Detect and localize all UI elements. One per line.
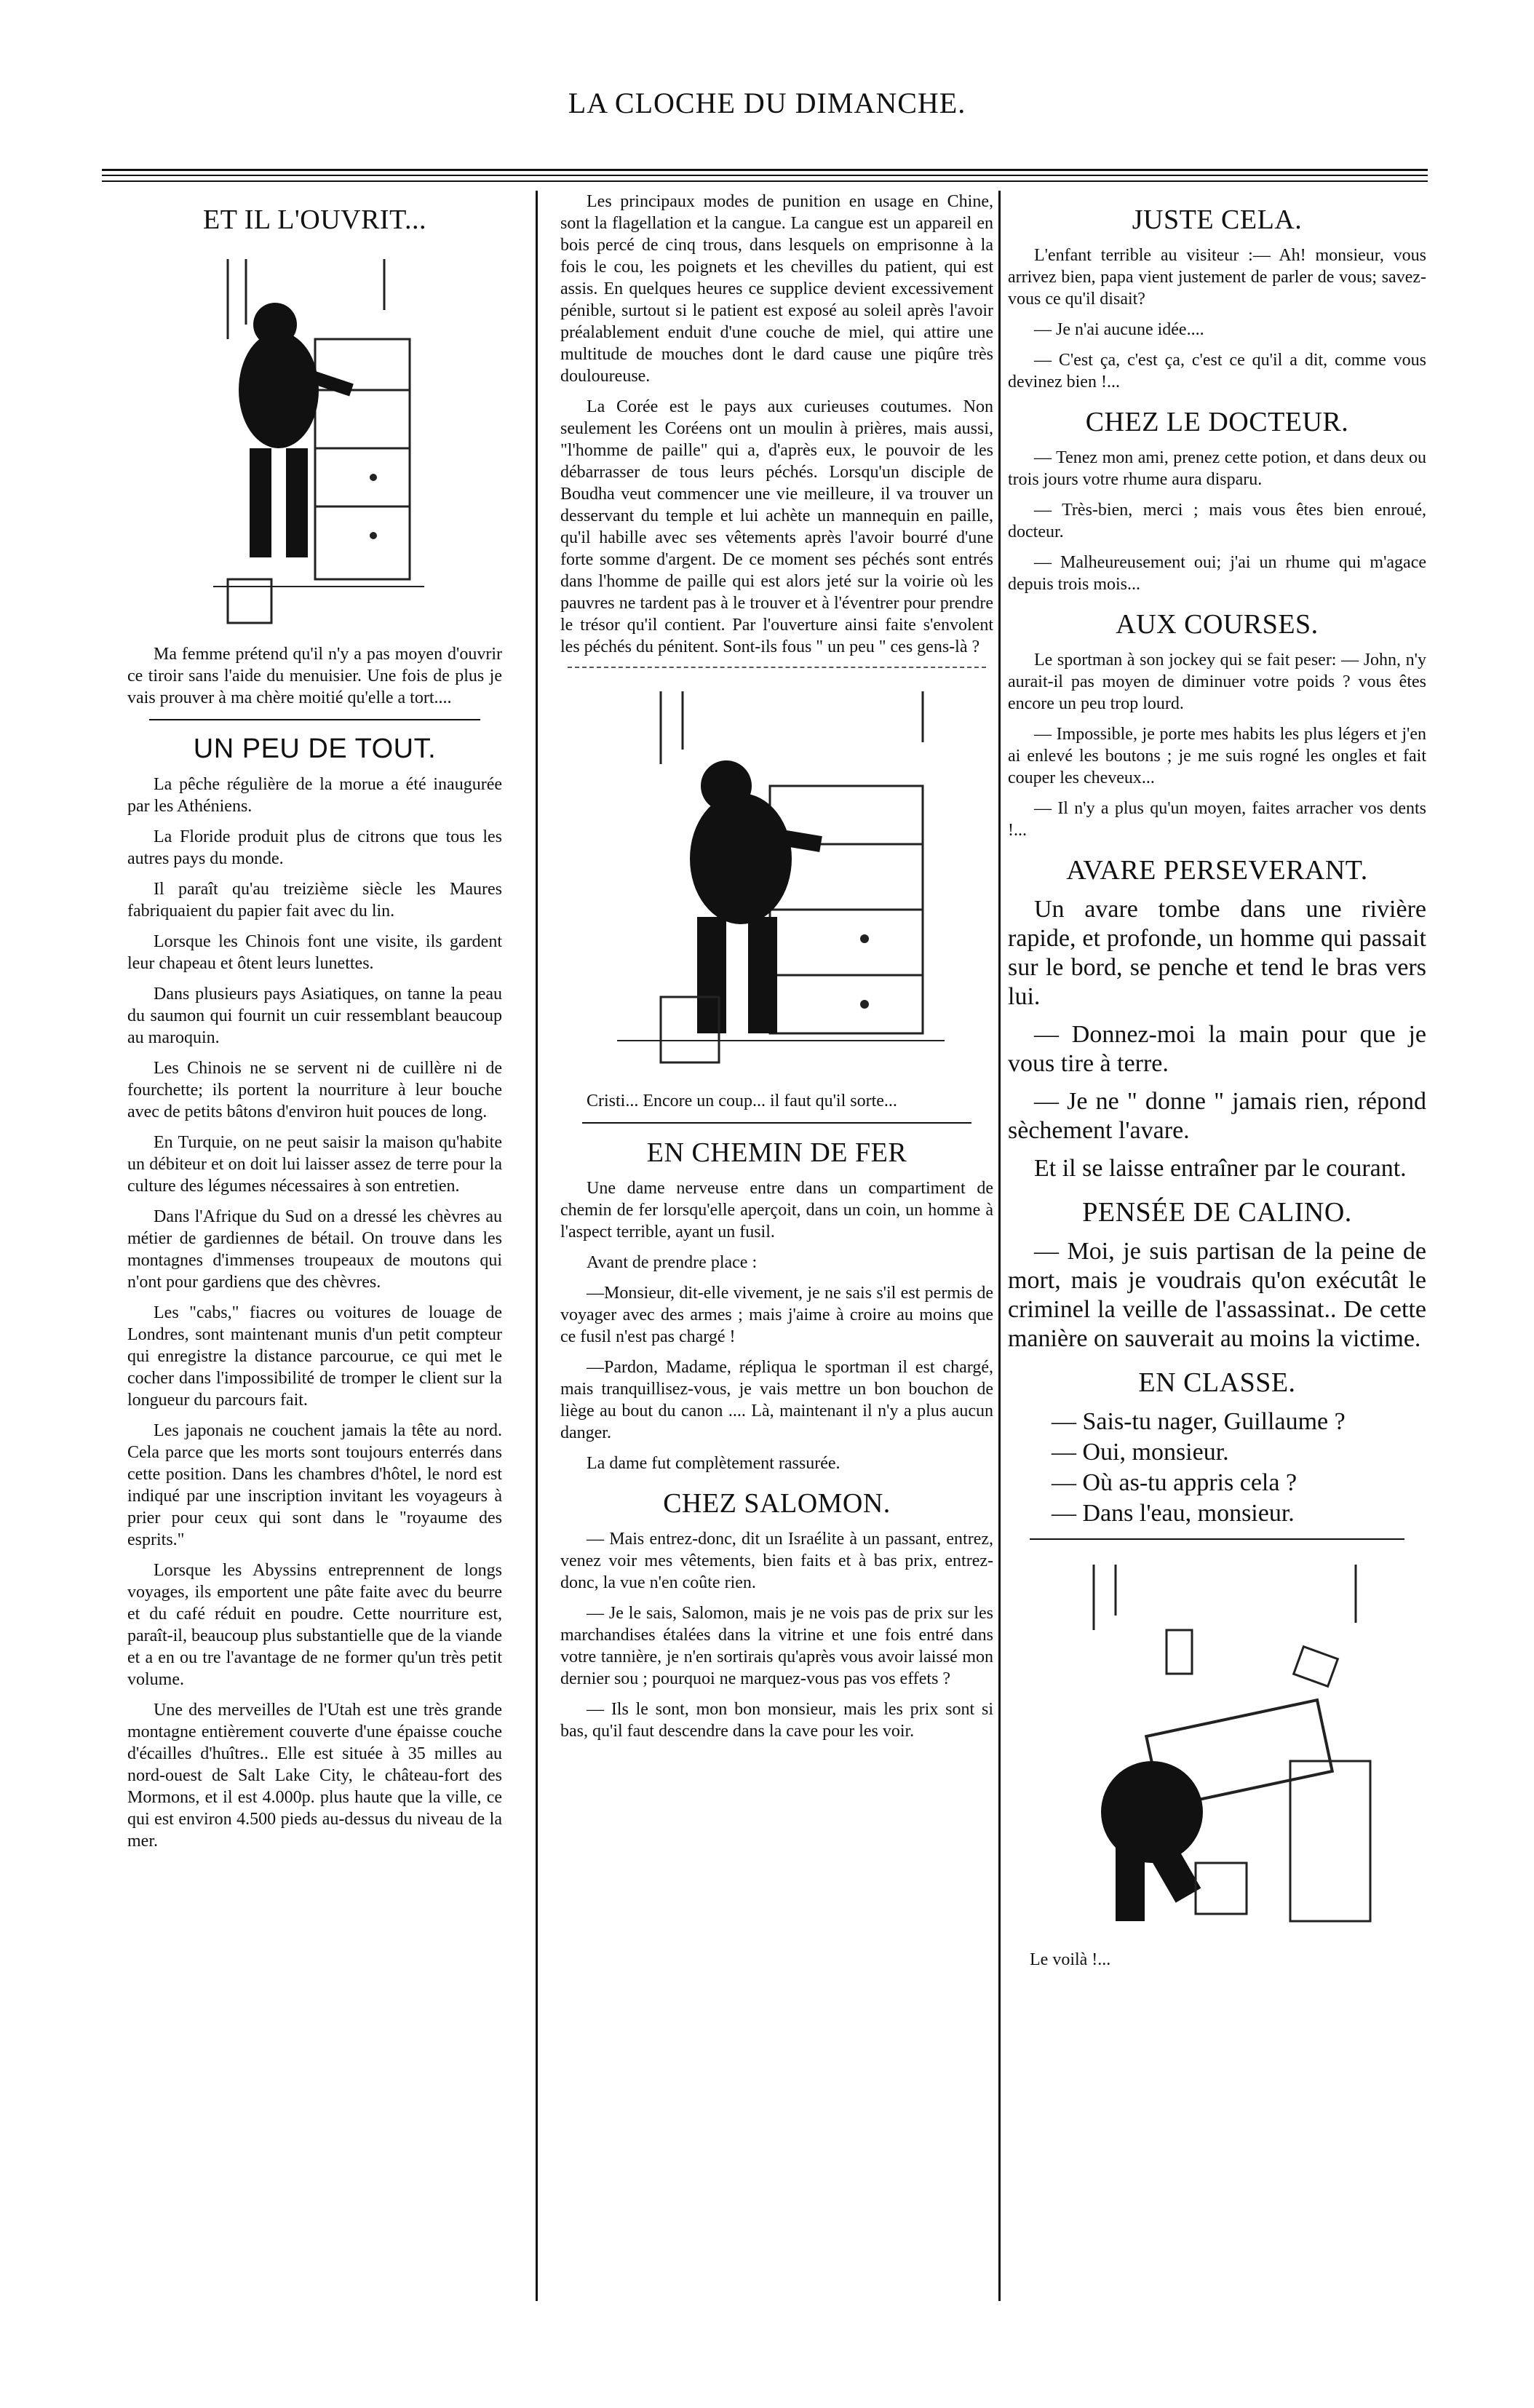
large-text-block: [1008, 1237, 1426, 1354]
paragraph: — Je le sais, Salomon, mais je ne vois pas de prix sur les marchandises étalées dans la vitrine et une fois entré dans votre tannière, je n'en sortirais qu'après vous avoir laissé mon dernier sou ; pourquoi ne marquez-vous pas vos effets ?: [560, 1604, 993, 1688]
newspaper-title: LA CLOCHE DU DIMANCHE.: [568, 87, 966, 119]
large-text-block: [1008, 895, 1426, 1183]
paragraph: — Malheureusement oui; j'ai un rhume qui m'agace depuis trois mois...: [1008, 553, 1426, 594]
paragraph: —Pardon, Madame, répliqua le sportman il est chargé, mais tranquillisez-vous, je vais mettre un bon bouchon de liège au bout du canon .... Là, maintenant il n'y a plus aucun danger.: [560, 1358, 993, 1442]
divider: [568, 667, 986, 668]
section-title: EN CLASSE.: [1138, 1367, 1296, 1398]
paragraph: Le sportman à son jockey qui se fait peser: — John, n'y aurait-il pas moyen de diminuer votre poids ? vous êtes encore un peu trop lourd.: [1008, 651, 1426, 713]
paragraph: Une dame nerveuse entre dans un compartiment de chemin de fer lorsqu'elle aperçoit, dans un coin, un homme à l'aspect terrible, ayant un fusil.: [560, 1179, 993, 1241]
paragraph: Dans plusieurs pays Asiatiques, on tanne la peau du saumon qui fournit un cuir ressemblant beaucoup au maroquin.: [127, 985, 502, 1047]
paragraph: Lorsque les Chinois font une visite, ils gardent leur chapeau et ôtent leurs lunettes.: [127, 932, 502, 973]
paragraph: — Je ne " donne " jamais rien, répond sèchement l'avare.: [1008, 1088, 1426, 1144]
paragraph: — Mais entrez-donc, dit un Israélite à un passant, entrez, venez voir mes vêtements, bien faits et à bas prix, entrez-donc, la vue n'en coûte rien.: [560, 1530, 993, 1592]
paragraph: Il paraît qu'au treizième siècle les Maures fabriquaient du papier fait avec du lin.: [127, 880, 502, 921]
dialogue-block: [1008, 1407, 1426, 1528]
dialogue-line: — Dans l'eau, monsieur.: [1052, 1500, 1295, 1527]
man-pulling-drawer-illustration: [206, 245, 424, 637]
paragraph: Un avare tombe dans une rivière rapide, et profonde, un homme qui passait sur le bord, se penche et tend le bras vers lui.: [1008, 896, 1426, 1010]
paragraph: L'enfant terrible au visiteur :— Ah! monsieur, vous arrivez bien, papa vient justement de parler de vous; savez-vous ce qu'il disait?: [1008, 246, 1426, 309]
section-title: PENSÉE DE CALINO.: [1082, 1197, 1352, 1228]
dialogue-line: — Oui, monsieur.: [1052, 1439, 1229, 1466]
paragraph: Les japonais ne couchent jamais la tête au nord. Cela parce que les morts sont toujours enterrés dans cette position. Dans les chambres d'hôtel, le nord est indiqué par une inscription invitant les voyageurs à prier pour ceux qui sont dans le "royaume des esprits.": [127, 1421, 502, 1549]
paragraph: — Moi, je suis partisan de la peine de mort, mais je voudrais qu'on exécutât le criminel la veille de l'assassinat.. De cette manière on sauverait au moins la victime.: [1008, 1238, 1426, 1352]
divider: [582, 1122, 971, 1124]
paragraph: — C'est ça, c'est ça, c'est ce qu'il a dit, comme vous devinez bien !...: [1008, 351, 1426, 392]
column-2: [560, 191, 993, 2321]
section-title: AVARE PERSEVERANT.: [1066, 855, 1368, 886]
dialogue-line: — Sais-tu nager, Guillaume ?: [1052, 1408, 1346, 1435]
column-3: [1008, 191, 1426, 2321]
paragraph: Les Chinois ne se servent ni de cuillère ni de fourchette; ils portent la nourriture à leur bouche avec de petits bâtons d'environ huit pouces de long.: [127, 1059, 502, 1121]
section-title: CHEZ SALOMON.: [663, 1488, 891, 1519]
paragraph: — Il n'y a plus qu'un moyen, faites arracher vos dents !...: [1008, 799, 1426, 840]
paragraph: La Corée est le pays aux curieuses coutumes. Non seulement les Coréens ont un moulin à prières, mais aussi, "l'homme de paille" qui a, d'après eux, le pouvoir de les débarrasser de tous leurs péchés. Lorsqu'un disciple de Boudha veut commencer une vie meilleure, il va trouver un desservant du temple et lui achète un mannequin en paille, qu'il habille avec ses vêtements après l'avoir bourré d'une forte somme d'argent. De ce moment ses péchés sont entrés dans l'homme de paille qui est alors jeté sur la voirie où les pauvres ne tardent pas à le trouver et à l'éventrer pour prendre le trésor qu'il contient. Par l'ouverture ainsi faite s'envolent les péchés du pénitent. Sont-ils fous " un peu " ces gens-là ?: [560, 397, 993, 656]
paragraph: — Impossible, je porte mes habits les plus légers et j'en ai enlevé les boutons ; je me suis rogné les ongles et fait couper les cheveux...: [1008, 725, 1426, 787]
divider: [1030, 1538, 1404, 1540]
section-title: ET IL L'OUVRIT...: [203, 204, 426, 235]
paragraph: — Ils le sont, mon bon monsieur, mais les prix sont si bas, qu'il faut descendre dans la cave pour les voir.: [560, 1700, 993, 1741]
paragraph: — Très-bien, merci ; mais vous êtes bien enroué, docteur.: [1008, 501, 1426, 541]
section-title: EN CHEMIN DE FER: [646, 1137, 907, 1168]
section-title: CHEZ LE DOCTEUR.: [1085, 407, 1349, 437]
column-divider: [998, 191, 1001, 2301]
section-title: UN PEU DE TOUT.: [193, 734, 437, 764]
section-title: JUSTE CELA.: [1132, 204, 1303, 235]
paragraph: Les "cabs," fiacres ou voitures de louage de Londres, sont maintenant munis d'un petit compteur qui enregistre la distance parcourue, ce qui met le cocher dans l'impossibilité de tromper le client sur la longueur du parcours fait.: [127, 1303, 502, 1410]
paragraph: Et il se laisse entraîner par le courant.: [1034, 1155, 1407, 1182]
dialogue-line: — Où as-tu appris cela ?: [1052, 1469, 1297, 1496]
man-pushing-drawer-illustration: [603, 677, 952, 1084]
header-rule-thin: [102, 175, 1428, 176]
paragraph: Les principaux modes de punition en usage en Chine, sont la flagellation et la cangue. La cangue est un appareil en bois percé de cinq trous, dans lesquels on emprisonne à la fois le cou, les poignets et les chevilles du patient, qui est assis. En quelques heures ce supplice devient excessivement pénible, surtout si le patient est exposé au soleil après l'avoir préalablement enduit d'une couche de miel, qui attire une multitude de mouches dont le dard cause une piqûre très douloureuse.: [560, 192, 993, 386]
header-rule: [102, 169, 1428, 171]
paragraph: Ma femme prétend qu'il n'y a pas moyen d'ouvrir ce tiroir sans l'aide du menuisier. Une fois de plus je vais prouver à ma chère moitié qu'elle a tort....: [127, 645, 502, 707]
paragraph: — Je n'ai aucune idée....: [1034, 320, 1204, 339]
illustration-caption: Cristi... Encore un coup... il faut qu'il sorte...: [587, 1092, 897, 1110]
paragraph: En Turquie, on ne peut saisir la maison qu'habite un débiteur et on doit lui laisser assez de terre pour la culture des légumes nécessaires à son entretien.: [127, 1133, 502, 1196]
paragraph: La pêche régulière de la morue a été inaugurée par les Athéniens.: [127, 775, 502, 816]
paragraph: — Donnez-moi la main pour que je vous tire à terre.: [1008, 1021, 1426, 1077]
paragraph: Avant de prendre place :: [587, 1253, 758, 1272]
paragraph: Lorsque les Abyssins entreprennent de longs voyages, ils emportent une pâte faite avec du beurre et du café réduit en poudre. Cette nourriture est, paraît-il, beaucoup plus substantielle que de la viande et a en ou tre l'avantage de ne former qu'un très petit volume.: [127, 1561, 502, 1689]
paragraph: Une des merveilles de l'Utah est une très grande montagne entièrement couverte d'une épaisse couche d'écailles d'huîtres.. Elle est située à 35 milles au nord-ouest de Salt Lake City, le château-fort des Mormons, et il est 4.000p. plus haute que la ville, ce qui est environ 4.500 pieds au-dessus du niveau de la mer.: [127, 1701, 502, 1851]
paragraph: — Tenez mon ami, prenez cette potion, et dans deux ou trois jours votre rhume aura disparu.: [1008, 448, 1426, 489]
header-rule-thin-2: [102, 180, 1428, 182]
column-1: [127, 191, 502, 2321]
paragraph: La Floride produit plus de citrons que tous les autres pays du monde.: [127, 827, 502, 868]
man-falling-with-drawer-illustration: [1050, 1550, 1385, 1943]
column-divider: [536, 191, 538, 2301]
section-title: AUX COURSES.: [1116, 609, 1319, 640]
illustration-caption: Le voilà !...: [1030, 1950, 1111, 1969]
divider: [149, 719, 480, 720]
paragraph: —Monsieur, dit-elle vivement, je ne sais s'il est permis de voyager avec des armes ; mais j'aime à croire au moins que ce fusil n'est pas chargé !: [560, 1284, 993, 1346]
paragraph: Dans l'Afrique du Sud on a dressé les chèvres au métier de gardiennes de bétail. On trouve dans les montagnes d'immenses troupeaux de moutons qui n'ont pour gardiens que des chèvres.: [127, 1207, 502, 1292]
paragraph: La dame fut complètement rassurée.: [587, 1454, 840, 1473]
